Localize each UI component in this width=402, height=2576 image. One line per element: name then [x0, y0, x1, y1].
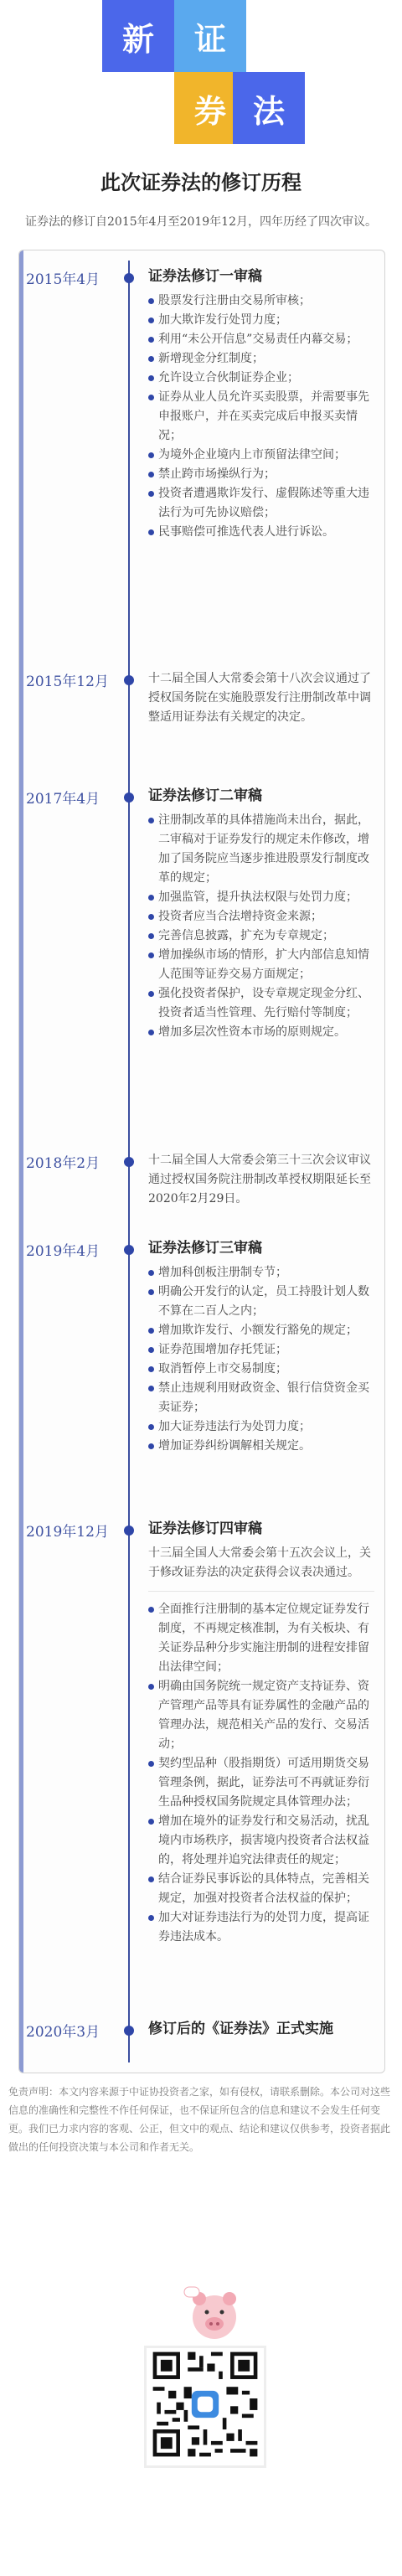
event-paragraph: 十二届全国人大常委会第十八次会议通过了授权国务院在实施股票发行注册制改革中调整适用证券法有关规定的决定。: [148, 672, 371, 724]
list-item: 增加在境外的证券发行和交易活动，扰乱境内市场秩序，损害境内投资者合法权益的，将处理并追究法律责任的规定；: [148, 1812, 374, 1870]
list-item: 注册制改革的具体措施尚未出台，据此，二审稿对于证券发行的规定未作修改，增加了国务院应当逐步推进股票发行制度改革的规定；: [148, 811, 374, 888]
list-item: 加大欺诈发行处罚力度；: [148, 311, 374, 330]
event-dot: [124, 1157, 134, 1167]
list-item: 强化投资者保护，设专章规定现金分红、投资者适当性管理、先行赔付等制度；: [148, 984, 374, 1023]
tile-zheng: 证: [174, 0, 246, 72]
list-item: 禁止跨市场操纵行为；: [148, 465, 374, 484]
disclaimer: 免责声明：本文内容来源于中证协投资者之家，如有侵权，请联系删除。本公司对这些信息的准确性和完整性不作任何保证，也不保证所包含的信息和建议不会发生任何变更。我们已力求内容的客观、公正，但文中的观点、结论和建议仅供参考，投资者据此做出的任何投资决策与本公司和作者无关。: [8, 2086, 391, 2153]
event-paragraph: 十二届全国人大常委会第三十三次会议审议通过授权国务院注册制改革授权期限延长至2020年2月29日。: [148, 1154, 371, 1205]
list-item: 增加欺诈发行、小额发行豁免的规定；: [148, 1321, 374, 1340]
event-title: 证券法修订三审稿: [148, 1240, 262, 1257]
event-body: [148, 1239, 374, 1456]
list-item: 加大证券违法行为处罚力度；: [148, 1417, 374, 1437]
list-item: 增加科创板注册制专节；: [148, 1263, 374, 1283]
event-title: 修订后的《证券法》正式实施: [148, 2021, 333, 2037]
qr-code: [144, 2346, 266, 2468]
event-body: [148, 267, 374, 542]
list-item: 明确由国务院统一规定资产支持证券、资产管理产品等具有证券属性的金融产品的管理办法，规范相关产品的发行、交易活动；: [148, 1677, 374, 1754]
list-item: 完善信息披露，扩充为专章规定；: [148, 927, 374, 946]
event-dot: [124, 1525, 134, 1536]
intro-text: 证券法的修订自2015年4月至2019年12月，四年历经了四次审议。: [25, 215, 377, 229]
list-item: 股票发行注册由交易所审核；: [148, 292, 374, 311]
list-item: 允许设立合伙制证券企业；: [148, 369, 374, 388]
event-dot: [124, 792, 134, 803]
event-year: 2020年3月: [26, 2024, 100, 2041]
event-year: 2018年2月: [26, 1155, 100, 1172]
list-item: 加强监管，提升执法权限与处罚力度；: [148, 888, 374, 907]
event-title: 证券法修订二审稿: [148, 787, 262, 804]
tile-fa: 法: [233, 72, 305, 144]
list-item: 增加证券纠纷调解相关规定。: [148, 1437, 374, 1456]
list-item: 禁止违规利用财政资金、银行信贷资金买卖证券；: [148, 1379, 374, 1417]
event-year: 2017年4月: [26, 791, 100, 808]
header-tiles: [102, 0, 305, 151]
list-item: 投资者应当合法增持资金来源；: [148, 907, 374, 927]
pig-mascot-icon: [181, 2279, 248, 2346]
event-dot: [124, 273, 134, 283]
list-item: 增加操纵市场的情形，扩大内部信息知情人范围等证券交易方面规定；: [148, 946, 374, 984]
event-title: 证券法修订四审稿: [148, 1520, 262, 1537]
list-item: 投资者遭遇欺诈发行、虚假陈述等重大违法行为可先协议赔偿；: [148, 484, 374, 523]
list-item: 明确公开发行的认定，员工持股计划人数不算在二百人之内；: [148, 1283, 374, 1321]
event-dot: [124, 675, 134, 685]
list-item: 证券范围增加存托凭证；: [148, 1340, 374, 1360]
list-item: 证券从业人员允许买卖股票，并需要事先申报账户，并在买卖完成后申报买卖情况；: [148, 388, 374, 446]
list-item: 利用“未公开信息”交易责任内幕交易；: [148, 330, 374, 349]
event-year: 2019年4月: [26, 1243, 100, 1260]
event-body: [148, 1520, 374, 1947]
tile-quan: 券: [174, 72, 246, 144]
event-title: 证券法修订一审稿: [148, 268, 262, 285]
list-item: 取消暂停上市交易制度；: [148, 1360, 374, 1379]
list-item: 新增现金分红制度；: [148, 349, 374, 369]
event-body: [148, 669, 374, 727]
event-dot: [124, 2026, 134, 2036]
event-body: [148, 2020, 374, 2044]
event-year: 2015年12月: [26, 674, 109, 690]
list-item: 增加多层次性资本市场的原则规定。: [148, 1023, 374, 1042]
list-item: 加大对证券违法行为的处罚力度，提高证券违法成本。: [148, 1908, 374, 1947]
list-item: 契约型品种（股指期货）可适用期货交易管理条例，据此，证券法可不再就证券衍生品种授权国务院规定具体管理办法；: [148, 1754, 374, 1812]
list-item: 全面推行注册制的基本定位规定证券发行制度，不再规定核准制，为有关板块、有关证券品种分步实施注册制的进程安排留出法律空间；: [148, 1600, 374, 1677]
event-dot: [124, 1245, 134, 1255]
event-body: [148, 1151, 374, 1209]
timeline: [18, 250, 385, 2073]
timeline-left-accent: [19, 250, 23, 2073]
list-item: 结合证券民事诉讼的具体特点，完善相关规定，加强对投资者合法权益的保护；: [148, 1870, 374, 1908]
event-body: [148, 787, 374, 1042]
event-year: 2015年4月: [26, 271, 100, 288]
list-item: 民事赔偿可推选代表人进行诉讼。: [148, 523, 374, 542]
page-title: 此次证券法的修订历程: [100, 171, 302, 194]
event-year: 2019年12月: [26, 1524, 109, 1541]
event-lead: 十三届全国人大常委会第十五次会议上，关于修改证券法的决定获得会议表决通过。: [148, 1546, 371, 1579]
list-item: 为境外企业境内上市预留法律空间；: [148, 446, 374, 465]
tile-xin: 新: [102, 0, 174, 72]
